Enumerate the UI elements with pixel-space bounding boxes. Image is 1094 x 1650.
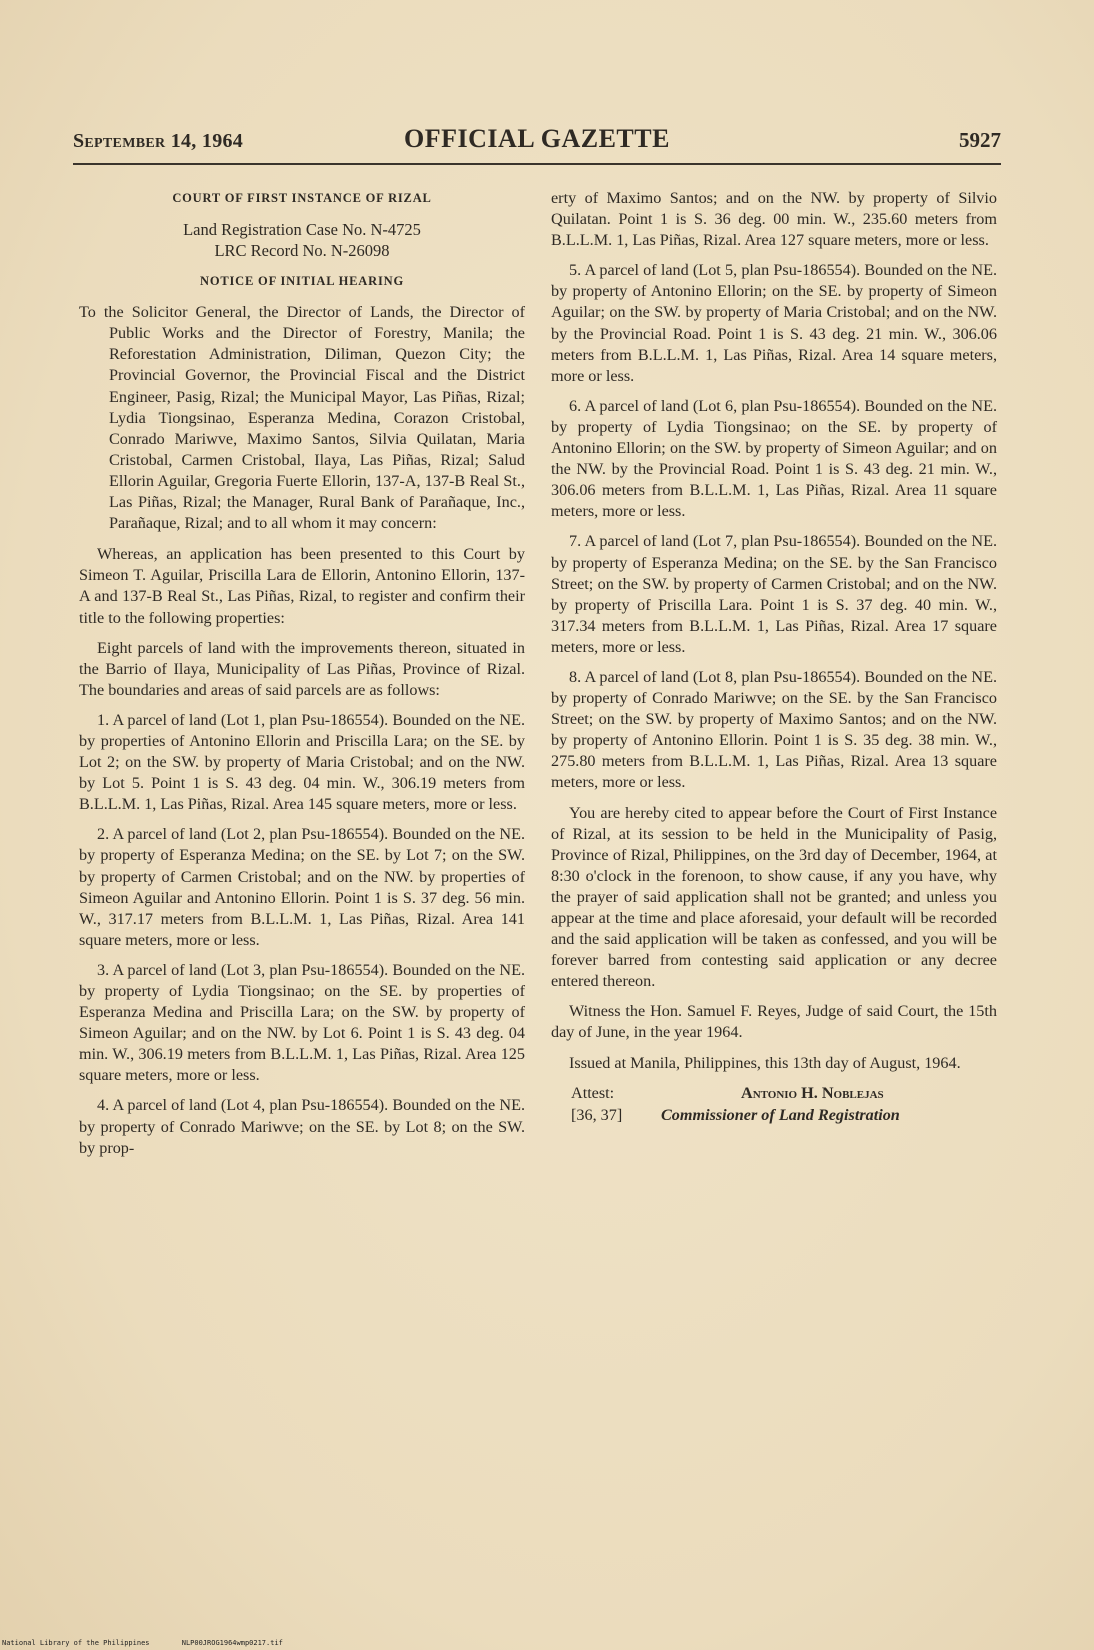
page-header <box>73 124 1001 164</box>
publication-title: OFFICIAL GAZETTE <box>404 124 670 153</box>
lot-4-paragraph-end: erty of Maximo Santos; and on the NW. by property of Silvio Quilatan. Point 1 is S. 36 deg. 00 min. W., 235.60 meters from B.L.L.M. 1, Las Piñas, Rizal. Area 127 square meters, more or less. <box>551 189 997 250</box>
header-rule <box>73 163 1001 165</box>
attest-label: Attest: <box>571 1083 615 1102</box>
issued-paragraph: Issued at Manila, Philippines, this 13th day of August, 1964. <box>569 1053 961 1072</box>
case-numbers <box>79 219 525 261</box>
addressee-paragraph: To the Solicitor General, the Director of Lands, the Director of Public Works and the Director of Forestry, Manila; the Reforestation Administration, Diliman, Quezon City; the Provincial Governor, the Provincial Fiscal and the District Engineer, Pasig, Rizal; the Municipal Mayor, Las Piñas, Rizal; Lydia Tiongsinao, Esperanza Medina, Corazon Cristobal, Conrado Mariwve, Maximo Santos, Silvia Quilatan, Maria Cristobal, Carmen Cristobal, Ilaya, Las Piñas, Rizal; Salud Ellorin Aguilar, Gregoria Fuerte Ellorin, 137-A, 137-B Real St., Las Piñas, Rizal; the Manager, Rural Bank of Parañaque, Inc., Parañaque, Rizal; and to all whom it may concern: <box>79 303 525 533</box>
right-column <box>551 188 997 1127</box>
attest-row <box>551 1083 997 1105</box>
page-number: 5927 <box>959 128 1001 152</box>
parcels-intro-paragraph: Eight parcels of land with the improvements thereon, situated in the Barrio of Ilaya, Municipality of Las Piñas, Province of Rizal. The boundaries and areas of said parcels are as follows: <box>79 638 525 699</box>
lot-4-paragraph-start: 4. A parcel of land (Lot 4, plan Psu-186554). Bounded on the NE. by property of Conrado Mariwve; on the SE. by Lot 8; on the SW. by prop- <box>79 1096 525 1157</box>
citation-paragraph: You are hereby cited to appear before the Court of First Instance of Rizal, at its session to be held in the Municipality of Pasig, Province of Rizal, Philippines, on the 3rd day of December, 1964, at 8:30 o'clock in the forenoon, to show cause, if any you have, why the prayer of said application shall not be granted; and unless you appear at the time and place aforesaid, your default will be recorded and the said application will be taken as confessed, and you will be forever barred from contesting said application or any decree entered thereon. <box>551 803 997 991</box>
lot-1-paragraph: 1. A parcel of land (Lot 1, plan Psu-186554). Bounded on the NE. by properties of Antonino Ellorin and Priscilla Lara; on the SE. by Lot 2; on the SW. by property of Maria Cristobal; and on the NW. by Lot 5. Point 1 is S. 43 deg. 04 min. W., 306.19 meters from B.L.L.M. 1, Las Piñas, Rizal. Area 145 square meters, more or less. <box>79 710 525 814</box>
whereas-paragraph: Whereas, an application has been presented to this Court by Simeon T. Aguilar, Priscilla Lara de Ellorin, Antonino Ellorin, 137-A and 137-B Real St., Las Piñas, Rizal, to register and confirm their title to the following properties: <box>79 545 525 627</box>
library-credit: National Library of the Philippines <box>2 1639 150 1647</box>
court-name: COURT OF FIRST INSTANCE OF RIZAL <box>172 191 432 205</box>
scan-footer <box>2 1639 311 1647</box>
record-number: LRC Record No. N-26098 <box>214 241 390 261</box>
lot-7-paragraph: 7. A parcel of land (Lot 7, plan Psu-186554). Bounded on the NE. by property of Esperanza Medina; on the SE. by the San Francisco Street; on the SW. by property of Carmen Cristobal; and on the NW. by property of Priscilla Lara. Point 1 is S. 37 deg. 40 min. W., 317.34 meters from B.L.L.M. 1, Las Piñas, Rizal. Area 17 square meters, more or less. <box>551 532 997 656</box>
scan-filename: NLP00JROG1964wmp0217.tif <box>181 1639 283 1647</box>
lot-2-paragraph: 2. A parcel of land (Lot 2, plan Psu-186554). Bounded on the NE. by property of Esperanza Medina; on the SE. by Lot 7; on the SW. by property of Carmen Cristobal; and on the NW. by properties of Simeon Aguilar and Antonino Ellorin. Point 1 is S. 37 deg. 56 min. W., 317.17 meters from B.L.L.M. 1, Las Piñas, Rizal. Area 141 square meters, more or less. <box>79 825 525 949</box>
signatory-title: Commissioner of Land Registration <box>661 1105 900 1124</box>
lot-8-paragraph: 8. A parcel of land (Lot 8, plan Psu-186554). Bounded on the NE. by property of Conrado Mariwve; on the SE. by the San Francisco Street; on the SW. by property of Maximo Santos; and on the NW. by property of Antonino Ellorin. Point 1 is S. 35 deg. 38 min. W., 275.80 meters from B.L.L.M. 1, Las Piñas, Rizal. Area 13 square meters, more or less. <box>551 667 997 792</box>
notice-heading: NOTICE OF INITIAL HEARING <box>200 274 404 289</box>
lot-5-paragraph: 5. A parcel of land (Lot 5, plan Psu-186554). Bounded on the NE. by property of Antonino Ellorin; on the SE. by property of Simeon Aguilar; on the SW. by property of Maria Cristobal; and on the NW. by the Provincial Road. Point 1 is S. 43 deg. 21 min. W., 306.06 meters from B.L.L.M. 1, Las Piñas, Rizal. Area 14 square meters, more or less. <box>551 261 997 385</box>
issue-date: September 14, 1964 <box>73 130 244 152</box>
lot-6-paragraph: 6. A parcel of land (Lot 6, plan Psu-186554). Bounded on the NE. by property of Lydia Tiongsinao; on the SE. by property of Antonino Ellorin; on the SW. by property of Simeon Aguilar; and on the NW. by the Provincial Road. Point 1 is S. 43 deg. 21 min. W., 306.06 meters from B.L.L.M. 1, Las Piñas, Rizal. Area 11 square meters, more or less. <box>551 396 997 521</box>
case-number: Land Registration Case No. N-4725 <box>183 220 421 240</box>
witness-paragraph: Witness the Hon. Samuel F. Reyes, Judge of said Court, the 15th day of June, in the year 1964. <box>551 1002 997 1042</box>
left-column <box>79 188 525 1168</box>
lot-3-paragraph: 3. A parcel of land (Lot 3, plan Psu-186554). Bounded on the NE. by property of Lydia Tiongsinao; on the SE. by properties of Esperanza Medina and Priscilla Lara; on the SW. by property of Simeon Aguilar; and on the NW. by Lot 6. Point 1 is S. 43 deg. 04 min. W., 306.19 meters from B.L.L.M. 1, Las Piñas, Rizal. Area 125 square meters, more or less. <box>79 960 525 1085</box>
issue-reference: [36, 37] <box>571 1105 623 1124</box>
signature-title-row <box>551 1105 997 1127</box>
signatory-name: Antonio H. Noblejas <box>741 1083 884 1102</box>
